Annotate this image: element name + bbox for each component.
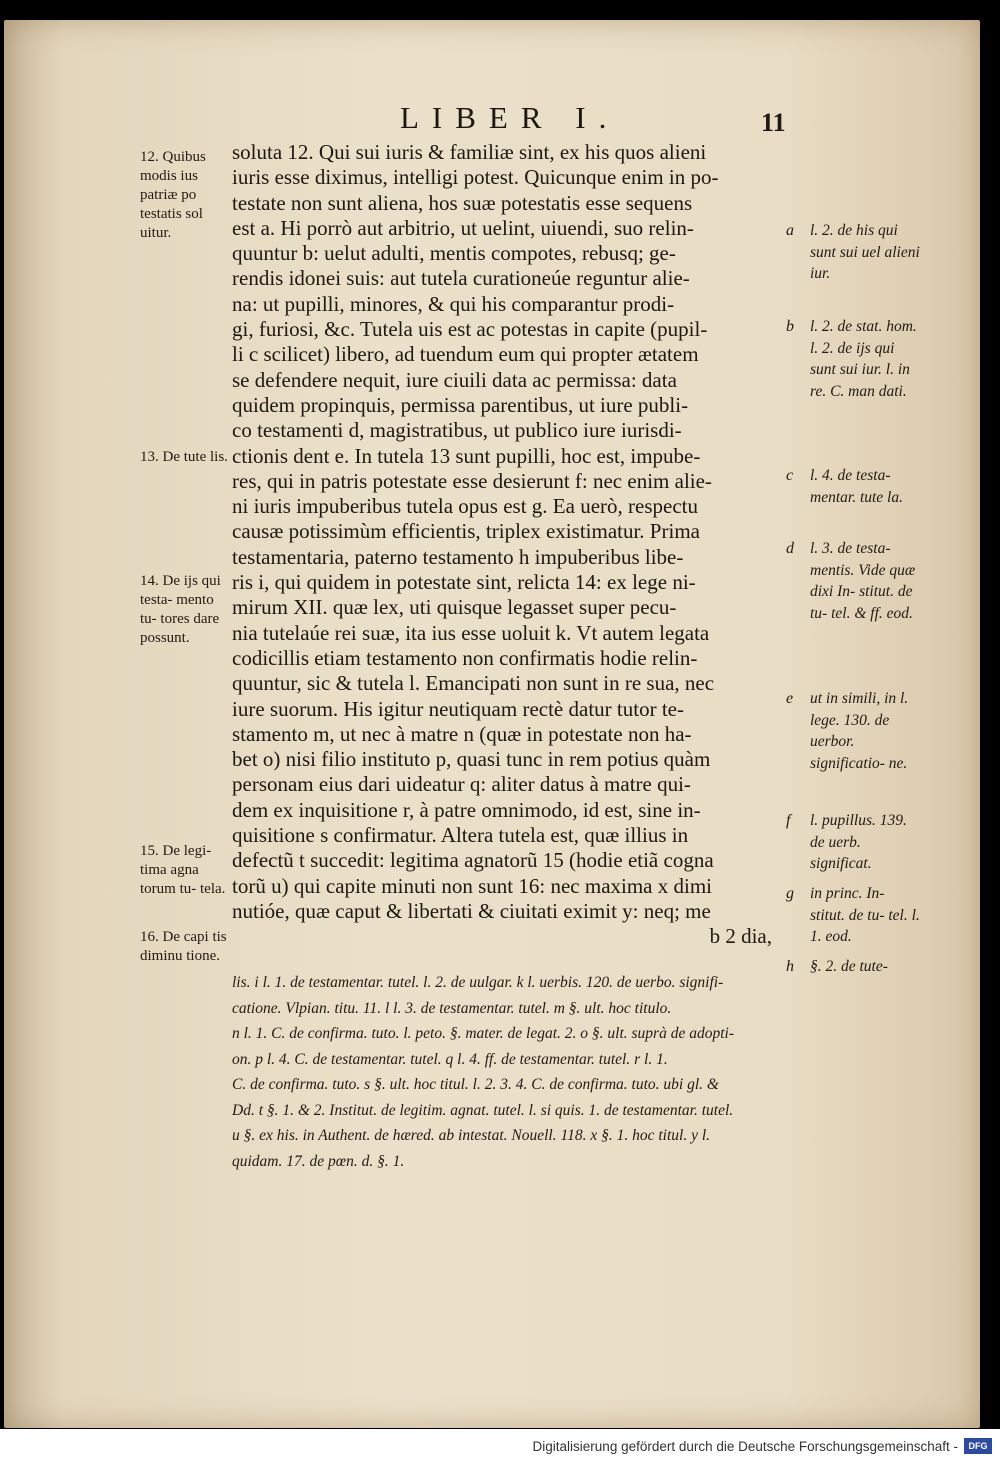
note-letter: f (786, 812, 791, 829)
text-line: quidem propinquis, permissa parentibus, ut iure publi- (232, 392, 689, 417)
text-line: dem ex inquisitione r, à patre omnimodo, id est, sine in- (232, 797, 701, 822)
text-line: res, qui in patris potestate esse desierunt f: nec enim alie- (232, 468, 712, 493)
text-line: li c scilicet) libero, ad tuendum eum qui propter ætatem (232, 342, 699, 367)
footnote-line: on. p l. 4. C. de testamentar. tutel. q l. 4. ff. de testamentar. tutel. r l. 1. (232, 1050, 668, 1068)
margin-note-left: 12. Quibus modis ius patriæ po testatis sol uitur. (140, 149, 206, 241)
text-line: ris i, qui quidem in potestate sint, relicta 14: ex lege ni- (232, 570, 696, 595)
text-line: ni iuris impuberibus tutela opus est g. Ea uerò, respectu (232, 494, 698, 519)
main-text-block (232, 140, 782, 950)
text-line: defectũ t succedit: legitima agnatorũ 15 (hodie etiã cogna (232, 848, 714, 873)
footnote-line: lis. i l. 1. de testamentar. tutel. l. 2. de uulgar. k l. uerbis. 120. de uerbo. signifi- (232, 974, 724, 991)
margin-note-right: l. 4. de testa- mentar. tute la. (810, 467, 903, 506)
text-line: quuntur, sic & tutela l. Emancipati non sunt in re sua, nec (232, 671, 715, 696)
text-line: bet o) nisi filio instituto p, quasi tunc in rem potius quàm (232, 747, 711, 772)
footnote-line: C. de confirma. tuto. s §. ult. hoc titul. l. 2. 3. 4. C. de confirma. tuto. ubi gl. & (232, 1076, 719, 1093)
text-line: quuntur b: uelut adulti, mentis compotes, rebusq; ge- (232, 241, 676, 266)
text-line: mirum XII. quæ lex, uti quisque legasset super pecu- (232, 595, 677, 620)
funding-credit: Digitalisierung gefördert durch die Deutsche Forschungsgemeinschaft - (532, 1439, 958, 1454)
margin-note-left: 16. De capi tis diminu tione. (140, 929, 227, 964)
text-line: testamentaria, paterno testamento h impuberibus libe- (232, 544, 684, 569)
footnote-line: catione. Vlpian. titu. 11. l l. 3. de testamentar. tutel. m §. ult. hoc titulo. (232, 999, 672, 1017)
dfg-logo: DFG (964, 1438, 992, 1454)
text-line: nia tutelaúe rei suæ, ita ius esse uoluit k. Vt autem legata (232, 620, 710, 645)
note-letter: b (786, 318, 794, 335)
footnote-line: n l. 1. C. de confirma. tuto. l. peto. §. mater. de legat. 2. o §. ult. suprà de adopti- (232, 1025, 734, 1042)
margin-note-left: 15. De legi- tima agna torum tu- tela. (140, 843, 226, 897)
text-line: se defendere nequit, iure ciuili data ac permissa: data (232, 367, 677, 392)
text-line: causæ potissimùm efficientis, triplex existimatur. Prima (232, 519, 700, 544)
note-letter: h (786, 958, 794, 975)
running-title: LIBER I. (400, 100, 620, 135)
text-line: est a. Hi porrò aut arbitrio, ut uelint, uiuendi, suo relin- (232, 215, 694, 240)
margin-note-right: l. 2. de his qui sunt sui uel alieni iur. (810, 222, 920, 282)
text-line: iure suorum. His igitur neutiquam rectè datur tutor te- (232, 696, 684, 721)
text-line: rendis idonei suis: aut tutela curationeúe reguntur alie- (232, 266, 690, 291)
footnote-line: Dd. t §. 1. & 2. Institut. de legitim. agnat. tutel. l. si quis. 1. de testamentar. tutel. (232, 1101, 734, 1119)
footnotes-block (232, 970, 922, 1174)
text-line: quisitione s confirmatur. Altera tutela est, quæ illius in (232, 823, 689, 848)
margin-note-left: 14. De ijs qui testa- mento tu- tores dare possunt. (140, 573, 221, 646)
note-letter: e (786, 690, 794, 707)
catchword-line: b 2 dia, (709, 924, 772, 949)
margin-note-right: l. pupillus. 139. de uerb. significat. (810, 812, 907, 872)
footnote-line: quidam. 17. de pœn. d. §. 1. (232, 1152, 405, 1170)
footnote-line: u §. ex his. in Authent. de hæred. ab intestat. Nouell. 118. x §. 1. hoc titul. y l. (232, 1127, 711, 1144)
margin-note-right: l. 3. de testa- mentis. Vide quæ dixi In- stitut. de tu- tel. & ff. eod. (810, 540, 916, 622)
margin-note-right: l. 2. de stat. hom. l. 2. de ijs qui sunt sui iur. l. in re. C. man dati. (810, 318, 917, 400)
text-line: soluta 12. Qui sui iuris & familiæ sint, ex his quos alieni (232, 140, 707, 164)
text-line: ctionis dent e. In tutela 13 sunt pupilli, hoc est, impube- (232, 443, 701, 468)
text-line: gi, furiosi, &c. Tutela uis est ac potestas in capite (pupil- (232, 317, 708, 342)
text-line: personam eius dari uideatur q: aliter datus à matre qui- (232, 772, 691, 797)
note-letter: g (786, 885, 794, 902)
margin-note-right: ut in simili, in l. lege. 130. de uerbor. significatio- ne. (810, 690, 909, 772)
text-line: codicillis etiam testamento non confirmatis hodie relin- (232, 645, 698, 670)
note-letter: a (786, 222, 794, 239)
margin-note-right: §. 2. de tute- (810, 958, 888, 975)
text-line: testate non sunt aliena, hos suæ potestatis esse sequens (232, 190, 693, 215)
text-line: iuris esse diximus, intelligi potest. Quicunque enim in po- (232, 165, 719, 190)
margin-note-right: in princ. In- stitut. de tu- tel. l. 1. eod. (810, 885, 920, 945)
note-letter: d (786, 540, 794, 557)
note-letter: c (786, 467, 794, 484)
text-line: co testamenti d, magistratibus, ut publico iure iurisdi- (232, 418, 682, 443)
text-line: na: ut pupilli, minores, & qui his comparantur prodi- (232, 291, 675, 316)
text-line: torũ u) qui capite minuti non sunt 16: nec maxima x dimi (232, 873, 713, 898)
text-line: nutióe, quæ caput & libertati & ciuitati eximit y: neq; me (232, 898, 711, 923)
folio-number: 11 (761, 108, 786, 137)
digitization-footer (0, 1429, 1000, 1465)
margin-note-left: 13. De tute lis. (140, 449, 228, 465)
text-line: stamento m, ut nec à matre n (quæ in potestate non ha- (232, 721, 692, 746)
